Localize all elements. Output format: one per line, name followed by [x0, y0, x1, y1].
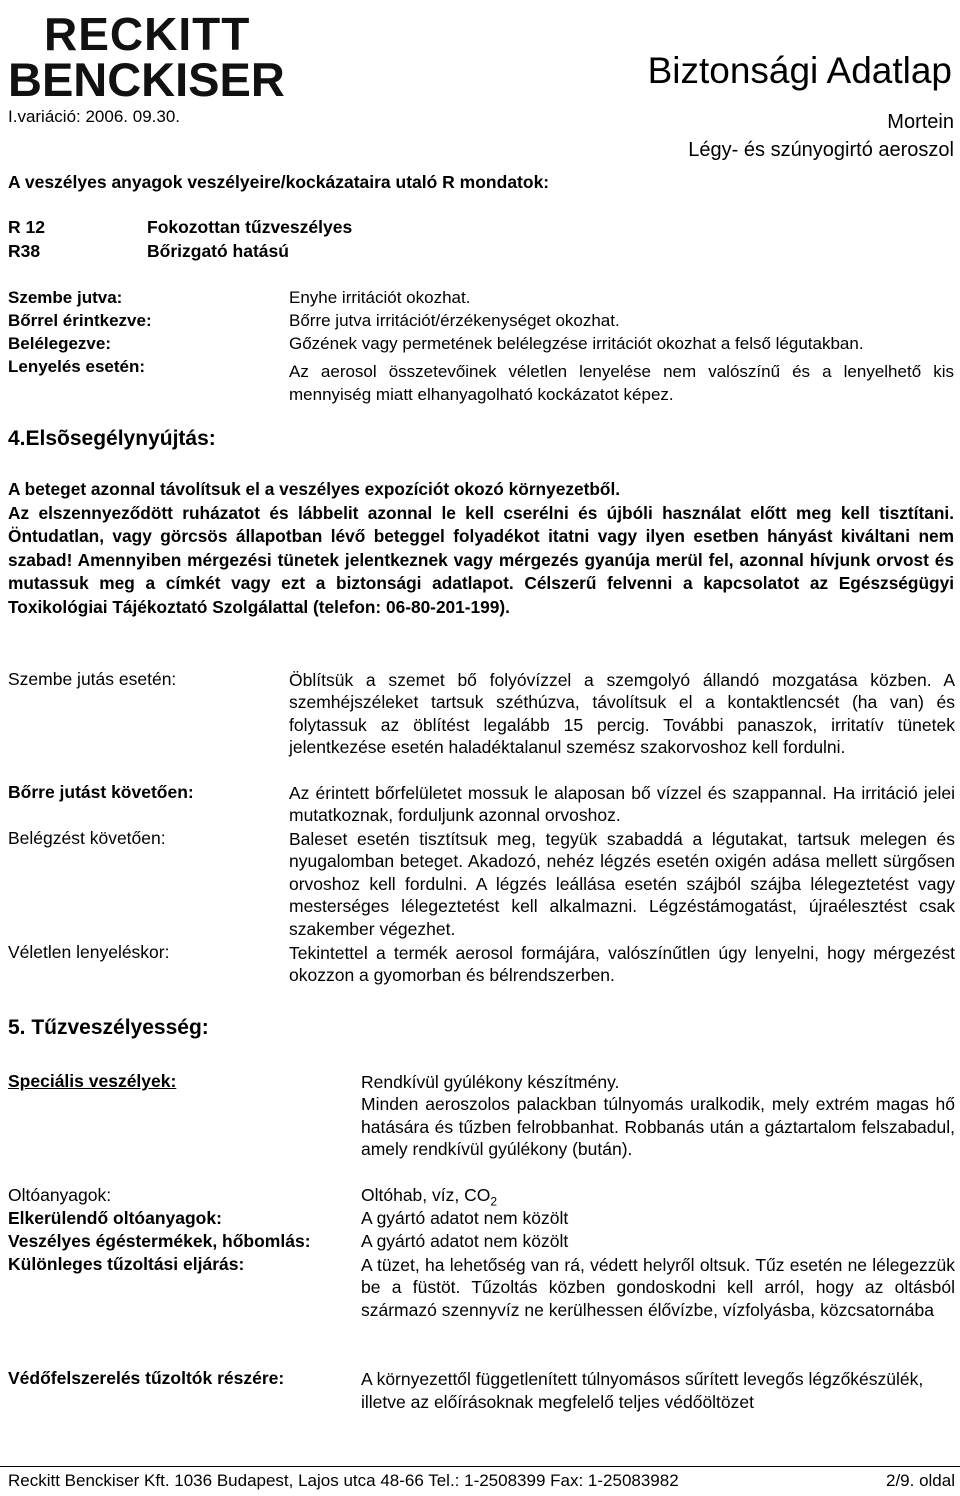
firefighting-procedure-text: A tüzet, ha lehetőség van rá, védett helyről oltsuk. Tűz esetén ne lélegezzük be a füstöt. Tűzoltás közben gondoskodni kell arról, hogy az oltásból származó szennyvíz ne kerülhessen élővízbe, vízfolyásba, közcsatornába [361, 1255, 955, 1320]
symptom-label: Belélegezve: [8, 334, 111, 353]
special-hazards-line: Minden aeroszolos palackban túlnyomás uralkodik, mely extrém magas hő hatására és tűzben felrobbanhat. Robbanás után a gáztartalom felszabadul, amely rendkívül gyúlékony (bután). [361, 1094, 955, 1159]
first-aid-label: Bőrre jutást követően: [8, 782, 194, 802]
avoid-media-label: Elkerülendő oltóanyagok: [8, 1208, 222, 1228]
first-aid-text: Az érintett bőrfelületet mossuk le alaposan bő vízzel és szappannal. Ha irritáció jelei mutatkoznak, forduljunk azonnal orvoshoz. [289, 783, 955, 826]
symptom-label: Szembe jutva: [8, 288, 123, 307]
ppe-text: A környezettől függetlenített túlnyomásos sűrített levegős légzőkészülék, illetve az előírásoknak megfelelő teljes védőöltözet [361, 1369, 924, 1412]
r-phrase-row [8, 241, 289, 262]
special-hazards-text [361, 1071, 955, 1160]
extinguishing-media-label: Oltóanyagok: [8, 1185, 112, 1205]
symptom-text: Enyhe irritációt okozhat. [289, 288, 471, 307]
first-aid-general [8, 478, 954, 620]
page-number: 2/9. oldal [886, 1471, 955, 1490]
version-date: I.variáció: 2006. 09.30. [8, 107, 181, 126]
document-title: Biztonsági Adatlap [647, 50, 952, 91]
r-phrase-code: R38 [8, 241, 41, 261]
symptom-text: Az aerosol összetevőinek véletlen lenyelése nem valószínű és a lenyelhető kis mennyiség miatt elhanyagolható kockázatot képez. [289, 362, 954, 404]
r-phrase-text: Fokozottan tűzveszélyes [147, 217, 353, 237]
section-heading-first-aid: 4.Elsõsegélynyújtás: [8, 427, 216, 450]
first-aid-paragraph: A beteget azonnal távolítsuk el a veszélyes expozíciót okozó környezetből. [8, 479, 621, 499]
symptom-label: Bőrrel érintkezve: [8, 311, 152, 330]
product-description: Légy- és szúnyogirtó aeroszol [688, 139, 954, 161]
first-aid-text: Tekintettel a termék aerosol formájára, valószínűtlen úgy lenyelni, hogy mérgezést okozzon a gyomorban és bélrendszerben. [289, 943, 955, 986]
hazardous-products-value: A gyártó adatot nem közölt [361, 1231, 569, 1251]
product-name: Mortein [887, 111, 954, 133]
extinguishing-media-text: Oltóhab, víz, CO [361, 1185, 491, 1205]
first-aid-label: Véletlen lenyeléskor: [8, 942, 170, 962]
r-phrases-heading: A veszélyes anyagok veszélyeire/kockázataira utaló R mondatok: [8, 172, 550, 192]
section-heading-fire: 5. Tűzveszélyesség: [8, 1016, 209, 1039]
special-hazards-label: Speciális veszélyek: [8, 1071, 177, 1091]
symptom-text: Gőzének vagy permetének belélegzése irritációt okozhat a felső légutakban. [289, 334, 864, 353]
firefighting-procedure-label: Különleges tűzoltási eljárás: [8, 1254, 245, 1274]
ppe-label: Védőfelszerelés tűzoltók részére: [8, 1368, 285, 1388]
symptom-text: Bőrre jutva irritációt/érzékenységet okozhat. [289, 311, 620, 330]
co2-subscript: 2 [490, 1194, 498, 1209]
special-hazards-line: Rendkívül gyúlékony készítmény. [361, 1072, 620, 1092]
avoid-media-value: A gyártó adatot nem közölt [361, 1208, 569, 1228]
extinguishing-media-value [361, 1185, 497, 1209]
symptom-label: Lenyelés esetén: [8, 357, 146, 376]
r-phrase-row [8, 217, 352, 238]
footer [8, 1471, 955, 1491]
company-logo [8, 8, 290, 100]
hazardous-products-label: Veszélyes égéstermékek, hőbomlás: [8, 1231, 311, 1251]
first-aid-paragraph: Az elszennyeződött ruházatot és lábbelit azonnal le kell cserélni és újbóli használat előtt meg kell tisztítani. Öntudatlan, vagy görcsös állapotban lévő beteggel folyadékot itatni vagy ilyen esetben hányást kiváltani nem szabad! Amennyiben mérgezési tünetek jelentkeznek vagy mérgezés gyanúja merül fel, azonnal hívjunk orvost és mutassuk meg a címkét vagy ezt a biztonsági adatlapot. Célszerű felvenni a kapcsolatot az Egészségügyi Toxikológiai Tájékoztató Szolgálattal (telefon: 06-80-201-199). [8, 502, 954, 617]
first-aid-text: Öblítsük a szemet bő folyóvízzel a szemgolyó állandó mozgatása közben. A szemhéjszéleket tartsuk széthúzva, távolítsuk el a kontaktlencsét (ha van) és folytassuk az öblítést legalább 15 percig. További panaszok, irritatív tünetek jelentkezése esetén haladéktalanul szemész szakorvoshoz kell fordulni. [289, 670, 955, 758]
r-phrase-code: R 12 [8, 217, 45, 237]
r-phrase-text: Bőrizgató hatású [147, 241, 289, 261]
logo-line2: BENCKISER [8, 53, 285, 100]
first-aid-label: Belégzést követően: [8, 828, 166, 848]
footer-divider [0, 1466, 960, 1467]
logo-line1: RECKITT [44, 8, 251, 60]
first-aid-label: Szembe jutás esetén: [8, 669, 177, 689]
first-aid-text: Baleset esetén tisztítsuk meg, tegyük szabaddá a légutakat, tartsuk melegen és nyugalomban beteget. Akadozó, nehéz légzés esetén oxigén adása mellett sürgősen orvoshoz kell fordulni. A légzés leállása esetén szájból szájba lélegeztetést vagy mesterséges lélegeztetést kell alkalmazni. Légzéstámogatást, újraélesztést csak szakember végezhet. [289, 829, 955, 939]
footer-company: Reckitt Benckiser Kft. 1036 Budapest, Lajos utca 48-66 Tel.: 1-2508399 Fax: 1-25083982 [8, 1471, 679, 1490]
product-info [688, 108, 954, 164]
